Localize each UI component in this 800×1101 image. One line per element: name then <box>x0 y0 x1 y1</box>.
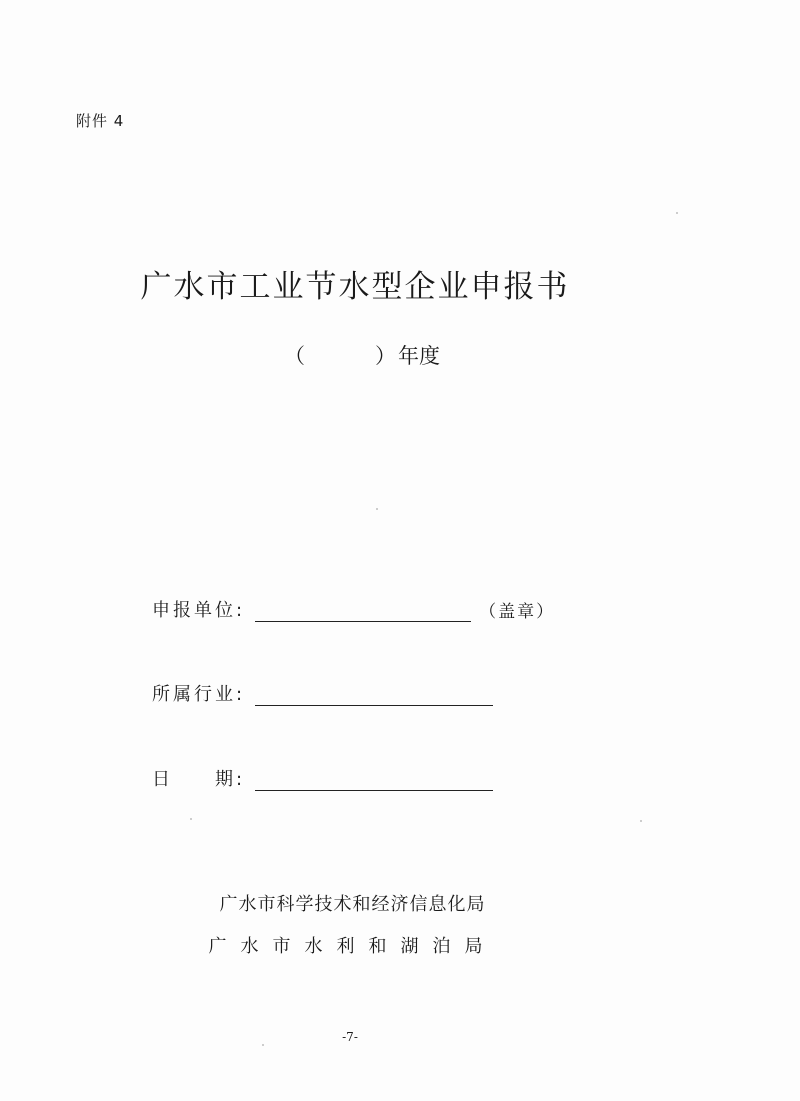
date-label-second: 期: <box>215 769 246 790</box>
page-number: -7- <box>342 1030 358 1044</box>
date-label-first: 日 <box>152 769 173 790</box>
issuer-water-bureau: 广水市水利和湖泊局 <box>208 936 497 957</box>
year-line <box>284 340 440 370</box>
scan-speck <box>190 818 192 820</box>
field-industry <box>152 680 493 706</box>
seal-note: （盖章） <box>479 602 556 622</box>
industry-label: 所属行业: <box>152 684 246 705</box>
scan-speck <box>376 508 378 510</box>
industry-blank[interactable] <box>255 687 493 706</box>
field-date <box>152 765 493 791</box>
scan-speck <box>640 820 642 822</box>
issuer-science-bureau: 广水市科学技术和经济信息化局 <box>219 894 486 915</box>
document-title: 广水市工业节水型企业申报书 <box>140 268 570 305</box>
scan-speck <box>262 1044 264 1046</box>
date-blank[interactable] <box>255 772 493 791</box>
year-close-paren: ） <box>375 344 396 368</box>
scan-speck <box>676 212 678 214</box>
applicant-unit-label: 申报单位: <box>152 600 246 621</box>
field-applicant-unit <box>152 596 555 622</box>
year-open-paren: （ <box>284 344 305 368</box>
attachment-label: 附件 4 <box>76 112 125 130</box>
year-suffix: 年度 <box>398 344 440 368</box>
applicant-unit-blank[interactable] <box>255 603 471 622</box>
